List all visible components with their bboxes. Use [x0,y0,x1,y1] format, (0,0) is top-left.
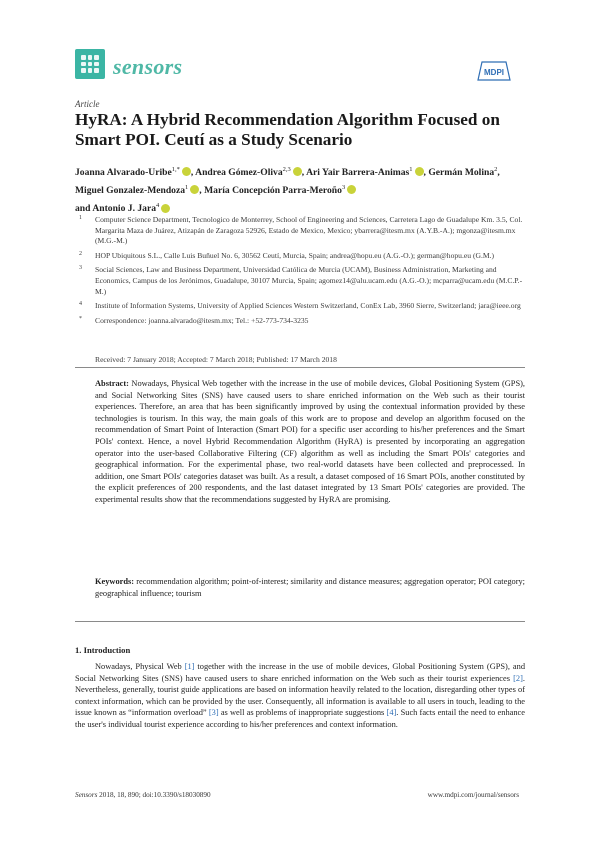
author-name[interactable]: Ari Yair Barrera-Animas [306,167,410,179]
orcid-icon[interactable] [293,167,302,176]
author-name[interactable]: Germán Molina [428,167,495,179]
author-name[interactable]: Antonio J. Jara [92,203,157,215]
divider [75,367,525,368]
introduction-paragraph: Nowadays, Physical Web [1] together with the increase in the use of mobile devices, Global Positioning System (GPS), and Social Networking Sites (SNS) have caused users to share enriched information on the Web such as their tourist experiences [2]. Nevertheless, generally, tourist guide applications are based on information heavily related to the location, disregarding other types of context information, which can be provided by the user. Consequently, all information is available to all users in touch, leading to the issue known as “information overload” [3] as well as problems of inappropriate suggestions [4]. Such facts entail the need to enhance the user's individual tourist experience according to his/her preferences and context information. [75,662,526,729]
journal-name: sensors [113,54,183,79]
keywords: Keywords: recommendation algorithm; point-of-interest; similarity and distance measures; aggregation operator; POI category; geographical influence; tourism [95,577,525,598]
orcid-icon[interactable] [347,185,356,194]
orcid-icon[interactable] [190,185,199,194]
affiliation: 3 Social Sciences, Law and Business Department, Universidad Católica de Murcia (UCAM), Business Administration, Marketing and Economics, Campus de los Jerónimos, Guadalupe, 30107 Murcia, Spain; agomez14@alu.ucam.edu (A.G.-O.); mcparra@ucam.edu (M.C.P.-M.) [79,265,523,296]
author-name[interactable]: María Concepción Parra-Meroño [204,185,342,197]
correspondence: * Correspondence: joanna.alvarado@itesm.mx; Tel.: +52-773-734-3235 [79,315,309,325]
author-name[interactable]: Miguel Gonzalez-Mendoza [75,185,186,197]
affiliation-list [75,215,525,330]
citation-link[interactable]: [4] [386,708,397,718]
author-name[interactable]: Joanna Alvarado-Uribe [75,167,172,179]
orcid-icon[interactable] [161,204,170,213]
mdpi-logo-icon [476,60,512,82]
author-list: Joanna Alvarado-Uribe$^{1,*}$ , Andrea Gómez-Oliva$^{2,3}$ , Ari Yair Barrera-Animas$^1$ , Germán Molina$^2$, Miguel Gonzalez-Mendoza$^1$ , María Concepción Parra-Meroño$^3$ and Antonio J. Jara$^4$ [75,166,500,215]
affiliation: 1 Computer Science Department, Tecnologico de Monterrey, School of Engineering and Sciences, Carretera Lago de Guadalupe Km. 3.5, Col. Margarita Maza de Juárez, Atizapán de Zaragoza 52926, Estado de Mexico, Mexico; ybarrera@itesm.mx (A.Y.B.-A.); mgonza@itesm.mx (M.G.-M.) [79,215,523,246]
abstract: Abstract: Nowadays, Physical Web together with the increase in the use of mobile devices, Global Positioning System (GPS), and Social Networking Sites (SNS) have caused users to share enriched information on the Web such as their tourist experiences. Therefore, an area that has been significantly improved by using the contextual information provided by these technologies is tourism. In this way, the main goals of this work are to propose and develop an algorithm focused on the recommendation of Smart Point of Interaction (Smart POI) for a specific user according to his/her preferences and the Smart POIs' context. Hence, a novel Hybrid Recommendation Algorithm (HyRA) is presented by incorporating an aggregation operator into the user-based Collaborative Filtering (CF) algorithm as well as including the Smart POIs' categories and geographical information. For the experimental phase, two real-world datasets have been collected and preprocessed. In addition, one Smart POIs' categories dataset was built. As a result, a dataset composed of 16 Smart POIs, another constituted by the explicit preferences of 200 respondents, and the last dataset integrated by 13 Smart POIs' categories are provided. The experimental results show that the recommendations suggested by HyRA are promising. [95,379,525,504]
citation-link[interactable]: [3] [208,708,219,718]
affiliation: 4 Institute of Information Systems, University of Applied Sciences Western Switzerland, ConEx Lab, 3960 Sierre, Switzerland; jara@ieee.org [79,301,521,311]
citation-link[interactable]: [2] [513,673,523,683]
paper-title: HyRA: A Hybrid Recommendation Algorithm Focused on Smart POI. Ceutí as a Study Scenario [75,110,500,149]
orcid-icon[interactable] [182,167,191,176]
journal-logo [75,49,105,79]
publication-dates: Received: 7 January 2018; Accepted: 7 March 2018; Published: 17 March 2018 [95,355,337,364]
article-type: Article [75,99,100,109]
svg-text:MDPI: MDPI [484,68,504,77]
footer-citation: Sensors 2018, 18, 890; doi:10.3390/s18030890 [75,791,211,799]
citation-link[interactable]: [1] [184,662,195,671]
orcid-icon[interactable] [415,167,424,176]
footer-url[interactable]: www.mdpi.com/journal/sensors [427,791,519,799]
author-name[interactable]: Andrea Gómez-Oliva [195,167,283,179]
section-heading: 1. Introduction [75,645,131,655]
divider [75,621,525,622]
affiliation: 2 HOP Ubiquitous S.L., Calle Luis Buñuel No. 6, 30562 Ceutí, Murcia, Spain; andrea@hopu.eu (A.G.-O.); german@hopu.eu (G.M.) [79,250,495,260]
